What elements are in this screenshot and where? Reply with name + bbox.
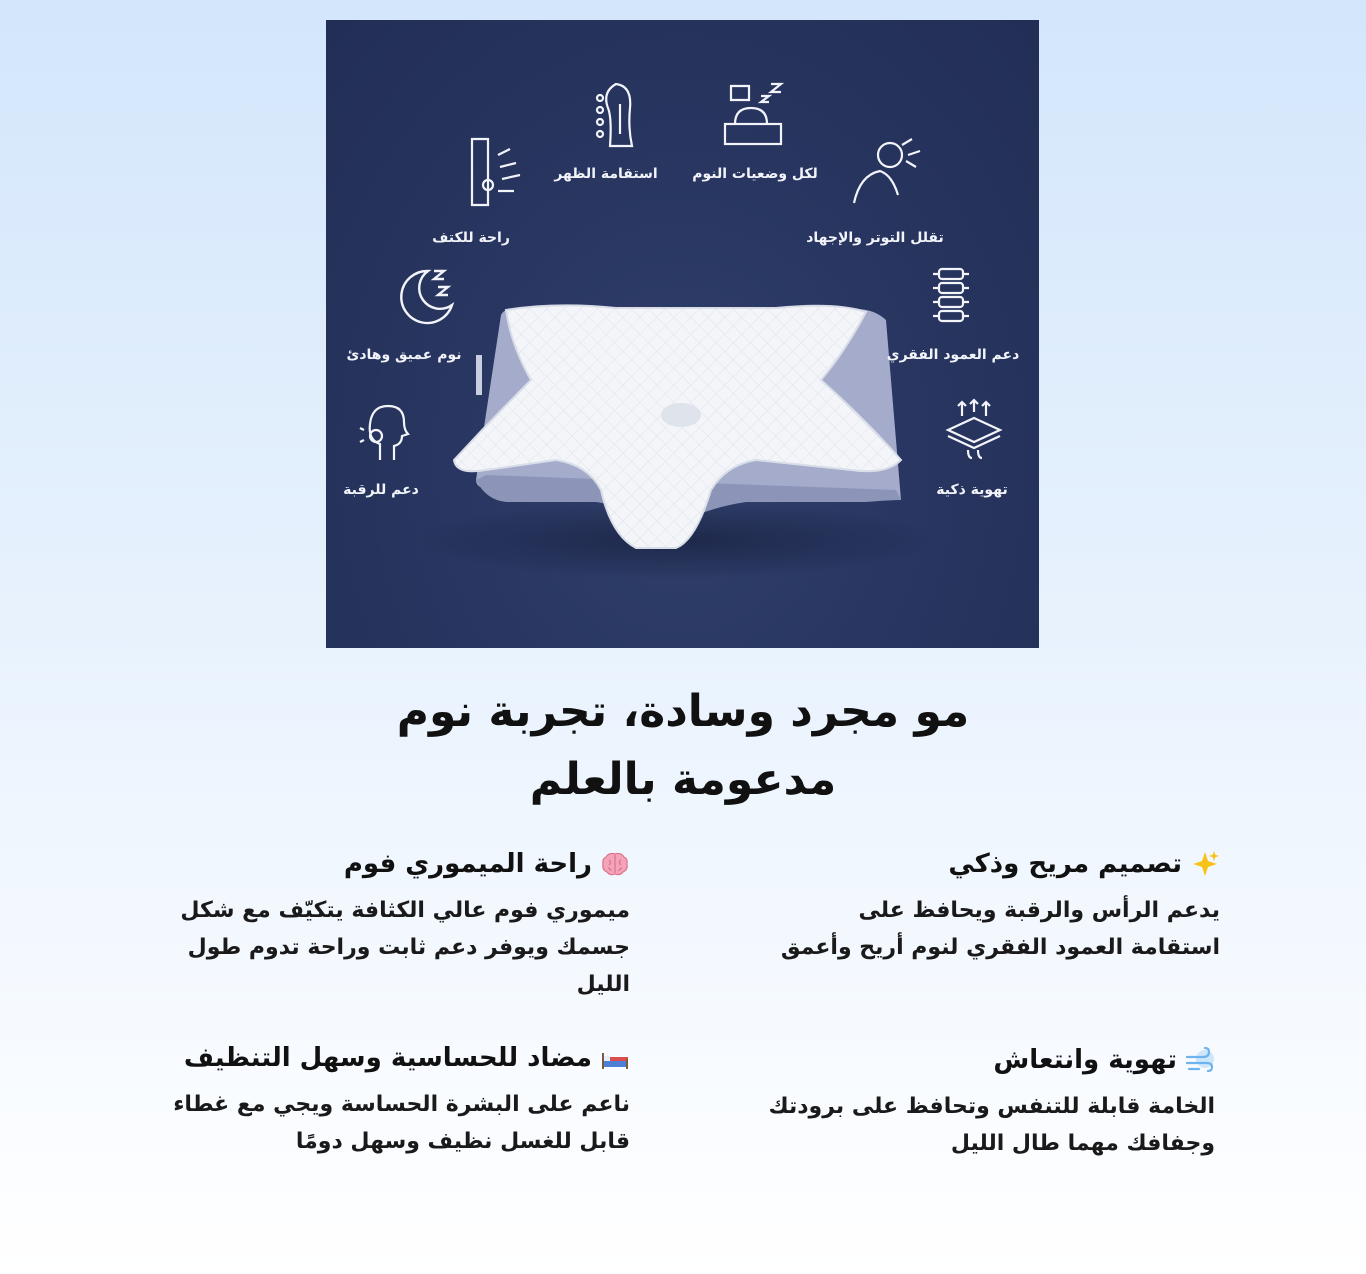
feature-card-ventilation — [740, 1042, 1215, 1162]
card-title-ventilation: تهوية وانتعاش — [993, 1045, 1177, 1075]
card-body-anti-allergy: ناعم على البشرة الحساسة ويجي مع غطاء قابل للغسل نظيف وسهل دومًا — [173, 1092, 630, 1154]
card-body-ventilation: الخامة قابلة للتنفس وتحافظ على برودتك وجفافك مهما طال الليل — [768, 1094, 1215, 1156]
ventilation-layers-icon — [944, 398, 1004, 460]
spine-posture-icon — [592, 78, 642, 150]
feature-label-stress-relief: تقلل التوتر والإجهاد — [806, 230, 944, 246]
feature-label-shoulder-comfort: راحة للكتف — [432, 230, 510, 246]
sleeping-head-icon — [721, 78, 791, 148]
neck-support-icon — [358, 400, 414, 462]
card-body-design: يدعم الرأس والرقبة ويحافظ على استقامة العمود الفقري لنوم أريح وأعمق — [780, 898, 1220, 960]
card-body-memory-foam: ميموري فوم عالي الكثافة يتكيّف مع شكل جسمك ويوفر دعم ثابت وراحة تدوم طول الليل — [180, 898, 630, 997]
pillow-illustration — [326, 20, 1039, 648]
wind-icon — [1185, 1045, 1215, 1075]
feature-label-sleep-positions: لكل وضعيات النوم — [692, 166, 818, 182]
brain-icon — [600, 849, 630, 879]
feature-label-deep-sleep: نوم عميق وهادئ — [346, 347, 462, 363]
shoulder-icon — [466, 135, 526, 207]
headline-line-1: مو مجرد وسادة، تجربة نوم — [396, 686, 970, 737]
feature-label-neck-support: دعم للرقبة — [343, 482, 419, 498]
feature-card-memory-foam — [160, 846, 630, 1003]
card-title-row — [150, 1040, 630, 1076]
feature-label-spine-support: دعم العمود الفقري — [886, 347, 1020, 363]
page-headline — [283, 678, 1083, 814]
feature-card-design — [770, 846, 1220, 966]
product-hero-image — [326, 20, 1039, 648]
headline-line-2: مدعومة بالعلم — [529, 754, 837, 805]
moon-sleep-icon — [394, 265, 458, 329]
card-title-row — [770, 846, 1220, 882]
card-title-memory-foam: راحة الميموري فوم — [343, 849, 592, 879]
sparkles-icon — [1190, 849, 1220, 879]
stressed-person-icon — [850, 135, 926, 207]
card-title-anti-allergy: مضاد للحساسية وسهل التنظيف — [183, 1043, 592, 1073]
spine-vertebrae-icon — [931, 265, 971, 329]
bed-icon — [600, 1043, 630, 1073]
card-title-row — [160, 846, 630, 882]
feature-card-anti-allergy — [150, 1040, 630, 1160]
feature-label-smart-ventilation: تهوية ذكية — [936, 482, 1008, 498]
card-title-design: تصميم مريح وذكي — [948, 849, 1182, 879]
card-title-row — [740, 1042, 1215, 1078]
feature-label-back-straightness: استقامة الظهر — [554, 166, 658, 182]
